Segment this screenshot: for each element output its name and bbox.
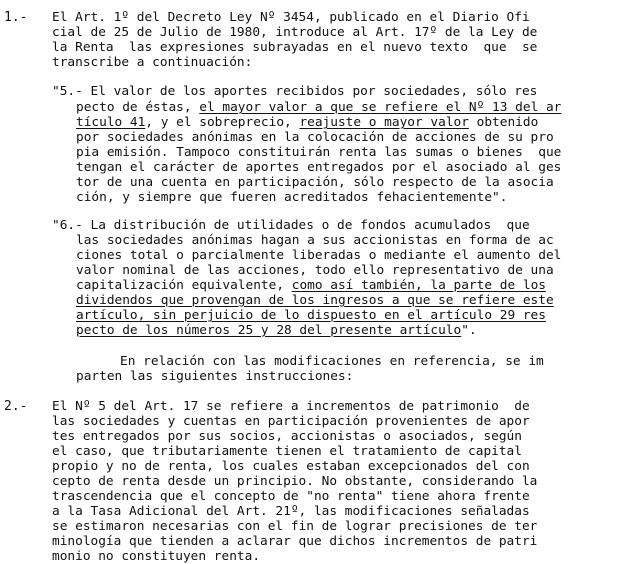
quote5-line-3 (76, 115, 538, 130)
quote5-line-7: tor de una cuenta en participación, sólo respecto de la asocia (76, 175, 554, 190)
item-1-line-3: la Renta las expresiones subrayadas en el nuevo texto que se (52, 40, 538, 55)
item-2-line-10: minología que tienden a aclarar que dichos incrementos de patri (52, 534, 538, 549)
quote6-text: ". (461, 323, 477, 338)
item-2-line-7: trascendencia que el concepto de "no renta" tiene ahora frente (52, 489, 530, 504)
item-2-line-1: El Nº 5 del Art. 17 se refiere a incrementos de patrimonio de (52, 399, 530, 414)
quote5-line-8: ción, y siempre que fueren acreditados fehacientemente". (76, 190, 508, 205)
item-number-2: 2.- (4, 399, 28, 414)
quote5-underlined: tículo 41 (76, 115, 146, 130)
item-1-line-4: transcribe a continuación: (52, 55, 253, 70)
quote6-line-2: las sociedades anónimas hagan a sus accionistas en forma de ac (76, 233, 554, 248)
item-2-line-9: se estimaron necesarias con el fin de lograr precisiones de ter (52, 519, 538, 534)
quote6-underlined: dividendos que provengan de los ingresos a que se refiere este (76, 293, 554, 308)
item-1-line-2: cial de 25 de Julio de 1980, introduce al Art. 17º de la Ley de (52, 25, 538, 40)
relacion-line-1: En relación con las modificaciones en referencia, se im (120, 354, 544, 369)
quote5-text: obtenido (468, 115, 539, 130)
quote5-line-1: "5.- El valor de los aportes recibidos por sociedades, sólo res (52, 84, 538, 99)
quote5-text: , y el sobreprecio, (145, 115, 300, 130)
quote6-text: capitalización equivalente, (76, 278, 292, 293)
item-2-line-11: monio no constituyen renta. (52, 549, 261, 564)
quote5-line-5: pia emisión. Tampoco constituirán renta las sumas o bienes que (76, 145, 562, 160)
quote6-line-4: valor nominal de las acciones, todo ello representativo de una (76, 263, 554, 278)
quote6-line-3: ciones total o parcialmente liberadas o mediante el aumento del (76, 248, 562, 263)
item-2-line-4: el caso, que tributariamente tienen el tratamiento de capital (52, 444, 522, 459)
quote6-underlined: pecto de los números 25 y 28 del presente artículo (76, 323, 462, 338)
quote6-line-1: "6.- La distribución de utilidades o de fondos acumulados que (52, 218, 530, 233)
item-number-1: 1.- (4, 10, 28, 25)
quote6-line-7 (76, 308, 546, 323)
quote5-underlined: reajuste o mayor valor (299, 115, 469, 130)
item-2-line-5: propio y no de renta, los cuales estaban excepcionados del con (52, 459, 530, 474)
quote5-line-4: por sociedades anónimas en la colocación de acciones de su pro (76, 130, 554, 145)
quote5-line-2 (76, 100, 561, 115)
quote6-underlined: como así también, la parte de los (291, 278, 546, 293)
item-2-line-8: a la Tasa Adicional del Art. 21º, las modificaciones señaladas (52, 504, 530, 519)
item-2-line-2: las sociedades y cuentas en participación provenientes de apor (52, 414, 530, 429)
quote6-underlined: artículo, sin perjuicio de lo dispuesto en el artículo 29 res (76, 308, 546, 323)
item-2-line-6: cepto de renta desde un principio. No obstante, considerando la (52, 474, 538, 489)
item-1-line-1: El Art. 1º del Decreto Ley Nº 3454, publicado en el Diario Ofi (52, 10, 530, 25)
quote6-line-8 (76, 323, 477, 338)
quote6-line-6 (76, 293, 554, 308)
relacion-line-2: parten las siguientes instrucciones: (76, 369, 354, 384)
quote5-line-6: tengan el carácter de aportes entregados por el asociado al ges (76, 160, 562, 175)
item-2-line-3: tes entregados por sus socios, accionistas o asociados, según (52, 429, 522, 444)
quote5-underlined: el mayor valor a que se refiere el Nº 13 del ar (199, 100, 562, 115)
quote5-text: pecto de éstas, (76, 100, 200, 115)
quote6-line-5 (76, 278, 546, 293)
